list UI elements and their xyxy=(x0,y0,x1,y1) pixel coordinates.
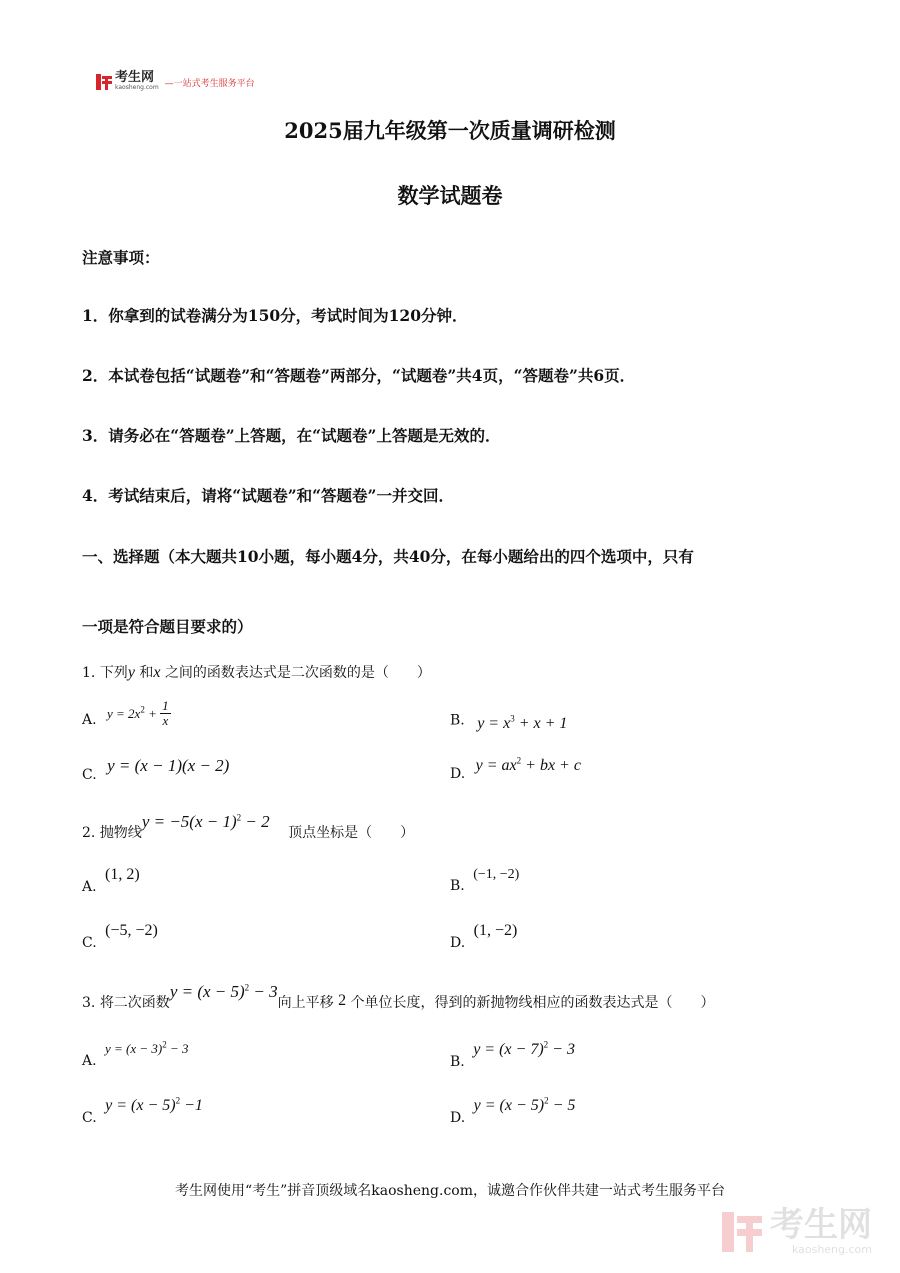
section-heading-line1: 一、选择题（本大题共10小题，每小题4分，共40分，在每小题给出的四个选项中，只有 xyxy=(82,547,694,566)
notice-item-3: 3．请务必在“答题卷”上答题，在“试题卷”上答题是无效的． xyxy=(82,426,501,445)
question-3-option-b: B. $y = (x - 7)^2 - 3$ xyxy=(450,1040,575,1071)
question-2-option-d: D. (1, −2) xyxy=(450,922,518,951)
page-footer: 考生网使用“考生”拼音顶级域名kaosheng.com，诚邀合作伙伴共建一站式考生服务平台 xyxy=(174,1183,726,1199)
page-subtitle: 数学试题卷 xyxy=(397,183,503,208)
question-3-option-d: D. $y = (x - 5)^2 - 5$ xyxy=(450,1096,576,1127)
logo-name: 考生网 xyxy=(115,70,155,85)
question-3-option-a: A. $y = (x - 3)^2 - 3$ xyxy=(82,1040,189,1070)
kaosheng-watermark-icon xyxy=(722,1212,762,1252)
question-1-option-b: B. $y = x^3 + x + 1$ xyxy=(450,712,568,733)
section-heading-line2: 一项是符合题目要求的） xyxy=(82,617,253,636)
watermark-text xyxy=(770,1207,872,1256)
question-2: 2. 抛物线$y = -5(x - 1)^2 - 2$ 顶点坐标是（ ） xyxy=(82,812,415,841)
watermark-name: 考生网 xyxy=(770,1205,872,1245)
header-logo xyxy=(96,72,255,91)
question-1: 1. 下列y 和x 之间的函数表达式是二次函数的是（ ） xyxy=(82,664,431,681)
question-2-option-c: C. (−5, −2) xyxy=(82,922,158,951)
notice-item-2: 2．本试卷包括“试题卷”和“答题卷”两部分，“试题卷”共4页，“答题卷”共6页． xyxy=(82,366,636,385)
page-title: 2025届九年级第一次质量调研检测 xyxy=(284,118,616,143)
notice-item-4: 4．考试结束后，请将“试题卷”和“答题卷”一并交回． xyxy=(82,486,454,505)
watermark xyxy=(722,1207,872,1256)
question-2-option-b: B. (−1, −2) xyxy=(450,867,520,894)
notice-item-1: 1．你拿到的试卷满分为150分，考试时间为120分钟． xyxy=(82,306,468,325)
kaosheng-logo-icon xyxy=(96,74,112,90)
question-2-option-a: A. (1, 2) xyxy=(82,866,140,895)
notice-heading: 注意事项： xyxy=(82,248,160,267)
question-1-option-d: D. $y = ax^2$ + bx + c xyxy=(450,756,581,783)
question-3-option-c: C. $y = (x - 5)^2 -1$ xyxy=(82,1096,203,1127)
logo-slogan: —一站式考生服务平台 xyxy=(164,78,255,89)
logo-domain: kaosheng.com xyxy=(115,84,159,91)
question-3: 3. 将二次函数$y = (x - 5)^2 - 3$向上平移 2 个单位长度，得到的新抛物线相应的函数表达式是（ ） xyxy=(82,982,715,1011)
question-1-option-a: A. $y = 2x^2$ + $\frac{1}{x}$ xyxy=(82,697,169,728)
logo-text xyxy=(115,72,159,91)
question-1-option-c: C. y = (x − 1)(x − 2) xyxy=(82,756,230,783)
watermark-domain: kaosheng.com xyxy=(791,1243,872,1256)
